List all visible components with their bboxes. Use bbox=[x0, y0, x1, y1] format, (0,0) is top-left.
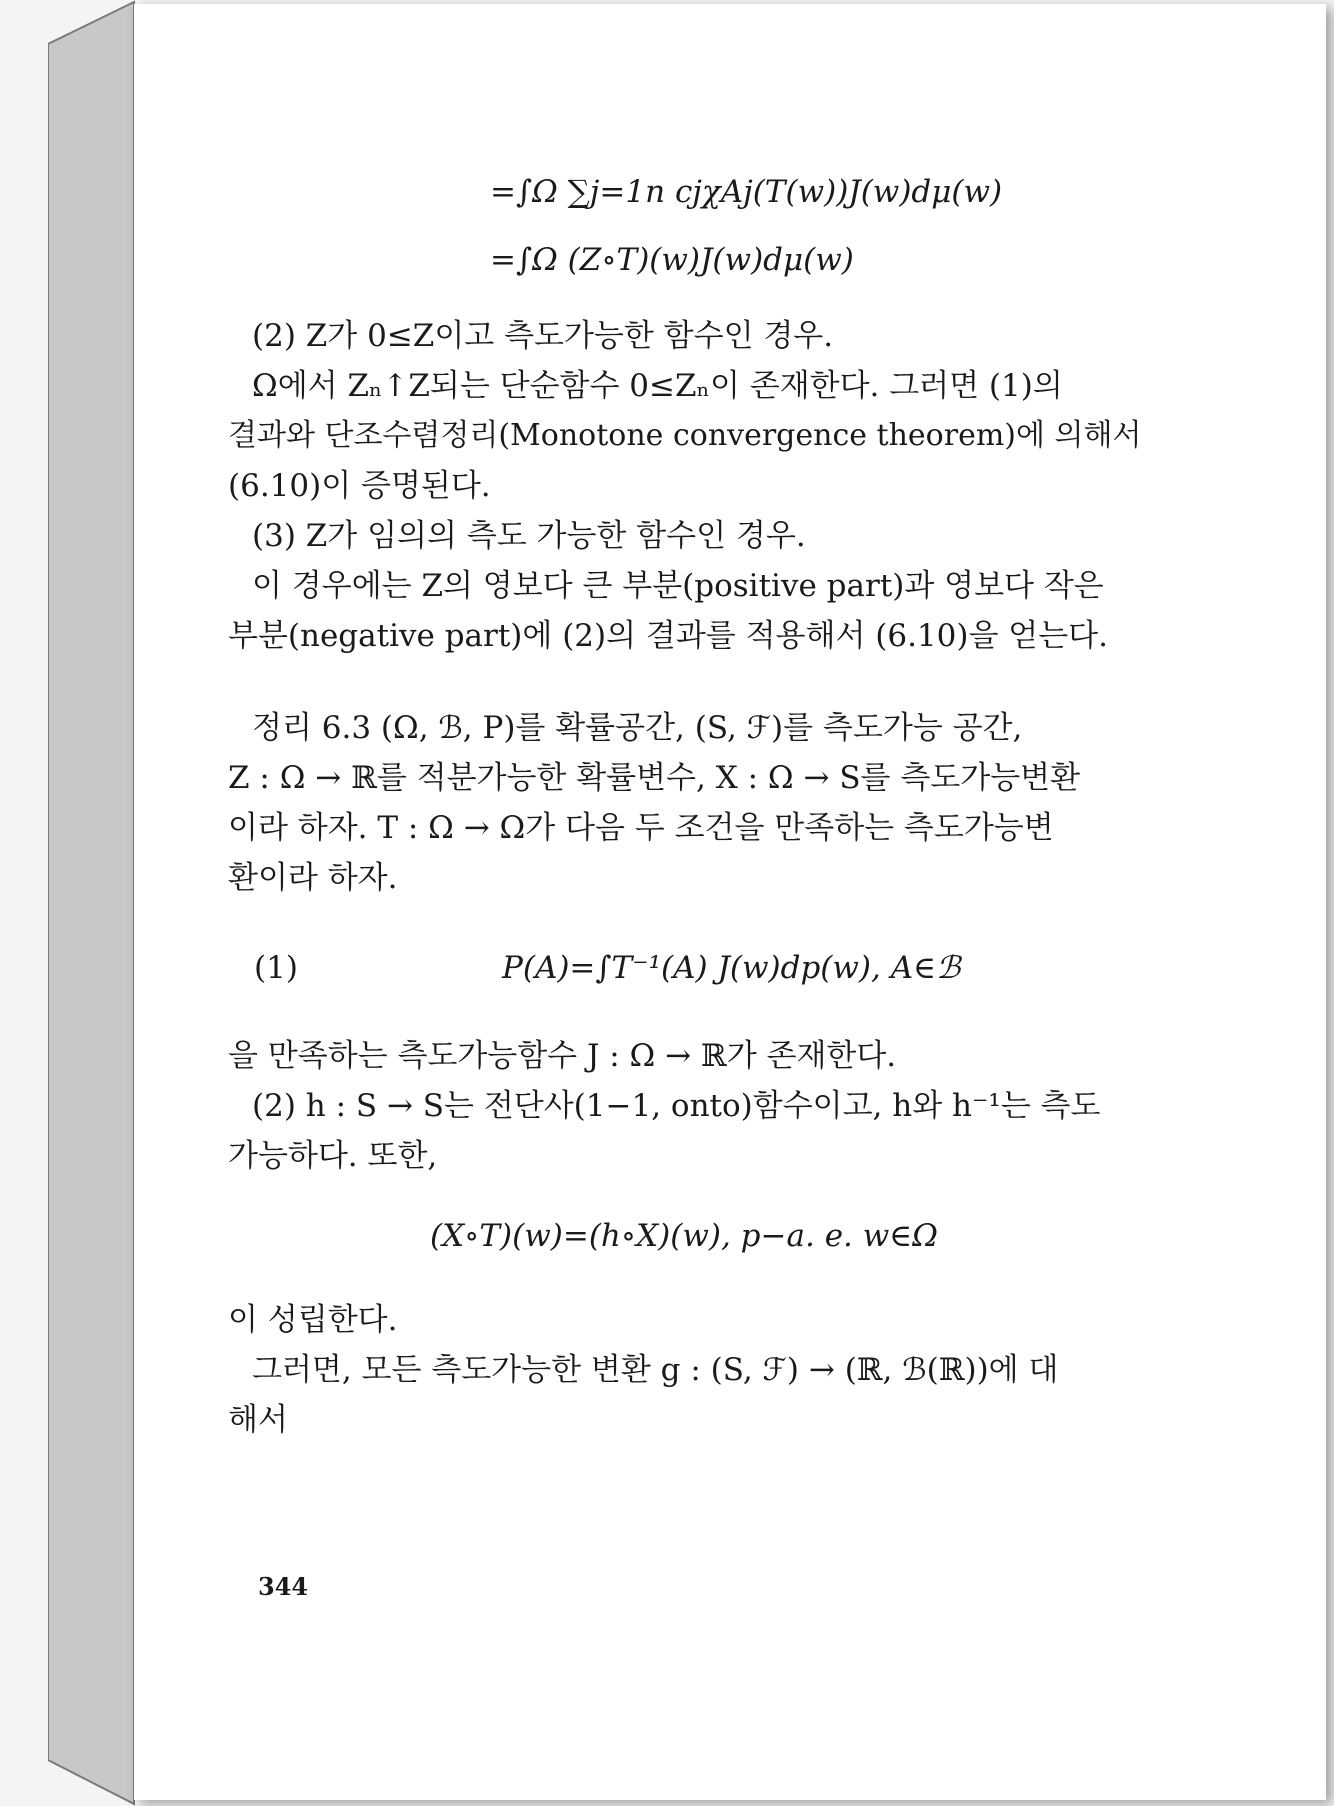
text-line: Ω에서 Zₙ↑Z되는 단순함수 0≤Zₙ이 존재한다. 그러면 (1)의 bbox=[252, 368, 1063, 404]
condition-label: (1) bbox=[254, 950, 298, 986]
text-line: 이 성립한다. bbox=[228, 1302, 398, 1338]
equation-1: =∫Ω ∑j=1n cjχAj(T(w))J(w)dμ(w) bbox=[490, 174, 1003, 210]
text-line: (2) Z가 0≤Z이고 측도가능한 함수인 경우. bbox=[252, 318, 834, 354]
equation-2: =∫Ω (Z∘T)(w)J(w)dμ(w) bbox=[490, 242, 854, 278]
text-line: 이 경우에는 Z의 영보다 큰 부분(positive part)과 영보다 작은 bbox=[252, 568, 1104, 604]
book-spine bbox=[48, 0, 136, 1806]
condition-1-equation: P(A)=∫T⁻¹(A) J(w)dp(w), A∈ℬ bbox=[502, 950, 961, 986]
text-line: 해서 bbox=[228, 1402, 288, 1438]
text-line: Z : Ω → ℝ를 적분가능한 확률변수, X : Ω → S를 측도가능변환 bbox=[228, 760, 1081, 796]
text-line: 가능하다. 또한, bbox=[228, 1138, 438, 1174]
text-line: (2) h : S → S는 전단사(1−1, onto)함수이고, h와 h⁻¹는 측도 bbox=[252, 1088, 1101, 1124]
text-line: (3) Z가 임의의 측도 가능한 함수인 경우. bbox=[252, 518, 806, 554]
text-line: 그러면, 모든 측도가능한 변환 g : (S, ℱ) → (ℝ, ℬ(ℝ))에 대 bbox=[252, 1352, 1059, 1388]
condition-2-equation: (X∘T)(w)=(h∘X)(w), p−a. e. w∈Ω bbox=[430, 1218, 938, 1254]
text-line: 환이라 하자. bbox=[228, 860, 398, 896]
theorem-heading: 정리 6.3 (Ω, ℬ, P)를 확률공간, (S, ℱ)를 측도가능 공간, bbox=[252, 710, 1023, 746]
text-line: 결과와 단조수렴정리(Monotone convergence theorem)에 의해서 bbox=[228, 418, 1142, 453]
page-number: 344 bbox=[258, 1572, 309, 1601]
text-line: 부분(negative part)에 (2)의 결과를 적용해서 (6.10)을 얻는다. bbox=[228, 618, 1108, 654]
text-line: 이라 하자. T : Ω → Ω가 다음 두 조건을 만족하는 측도가능변 bbox=[228, 810, 1054, 846]
text-line: 을 만족하는 측도가능함수 J : Ω → ℝ가 존재한다. bbox=[228, 1038, 897, 1074]
book-page bbox=[134, 4, 1326, 1800]
text-line: (6.10)이 증명된다. bbox=[228, 468, 491, 504]
